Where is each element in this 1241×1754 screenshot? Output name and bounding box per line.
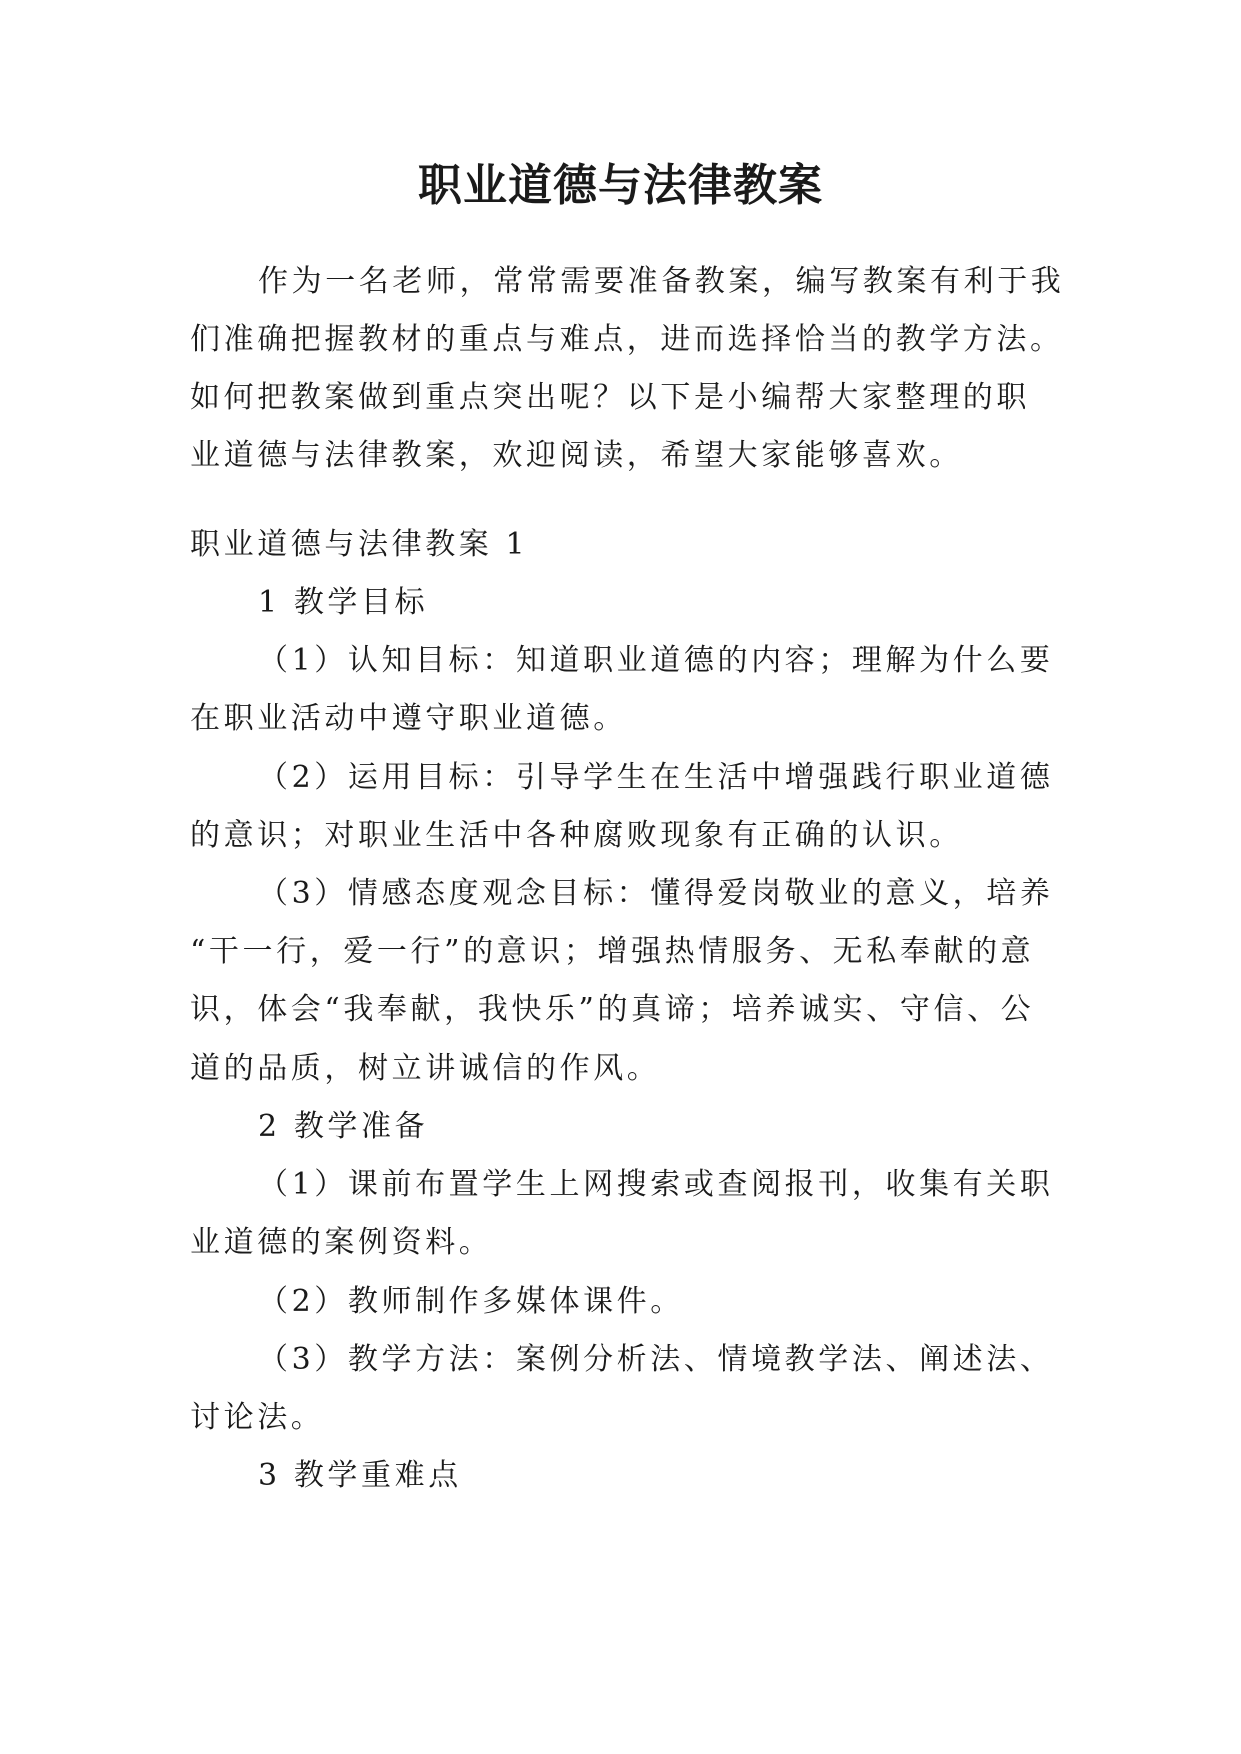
body-line: 在职业活动中遵守职业道德。 — [190, 701, 627, 736]
subheading-teaching-goals: 1 教学目标 — [258, 585, 429, 620]
body-line: 识，体会“我奉献，我快乐”的真谛；培养诚实、守信、公 — [190, 992, 1035, 1027]
body-line: （2）运用目标：引导学生在生活中增强践行职业道德 — [258, 760, 1054, 795]
intro-line: 作为一名老师，常常需要准备教案，编写教案有利于我 — [258, 264, 1065, 299]
intro-line: 业道德与法律教案，欢迎阅读，希望大家能够喜欢。 — [190, 438, 963, 473]
body-line: 的意识；对职业生活中各种腐败现象有正确的认识。 — [190, 818, 963, 853]
body-line: 业道德的案例资料。 — [190, 1225, 493, 1260]
body-line: （1）课前布置学生上网搜索或查阅报刊，收集有关职 — [258, 1167, 1054, 1202]
body-line: （1）认知目标：知道职业道德的内容；理解为什么要 — [258, 643, 1054, 678]
intro-line: 们准确把握教材的重点与难点，进而选择恰当的教学方法。 — [190, 322, 1064, 357]
body-line: （3）教学方法：案例分析法、情境教学法、阐述法、 — [258, 1342, 1054, 1377]
body-line: 道的品质，树立讲诚信的作风。 — [190, 1051, 661, 1086]
intro-line: 如何把教案做到重点突出呢？以下是小编帮大家整理的职 — [190, 380, 1030, 415]
body-line: （2）教师制作多媒体课件。 — [258, 1284, 684, 1319]
subheading-teaching-prep: 2 教学准备 — [258, 1109, 429, 1144]
body-line: “干一行，爱一行”的意识；增强热情服务、无私奉献的意 — [190, 934, 1035, 969]
section-title: 职业道德与法律教案 1 — [190, 527, 529, 562]
body-line: 讨论法。 — [190, 1400, 325, 1435]
subheading-key-points: 3 教学重难点 — [258, 1458, 462, 1493]
document-title: 职业道德与法律教案 — [418, 160, 823, 211]
body-line: （3）情感态度观念目标：懂得爱岗敬业的意义，培养 — [258, 876, 1054, 911]
